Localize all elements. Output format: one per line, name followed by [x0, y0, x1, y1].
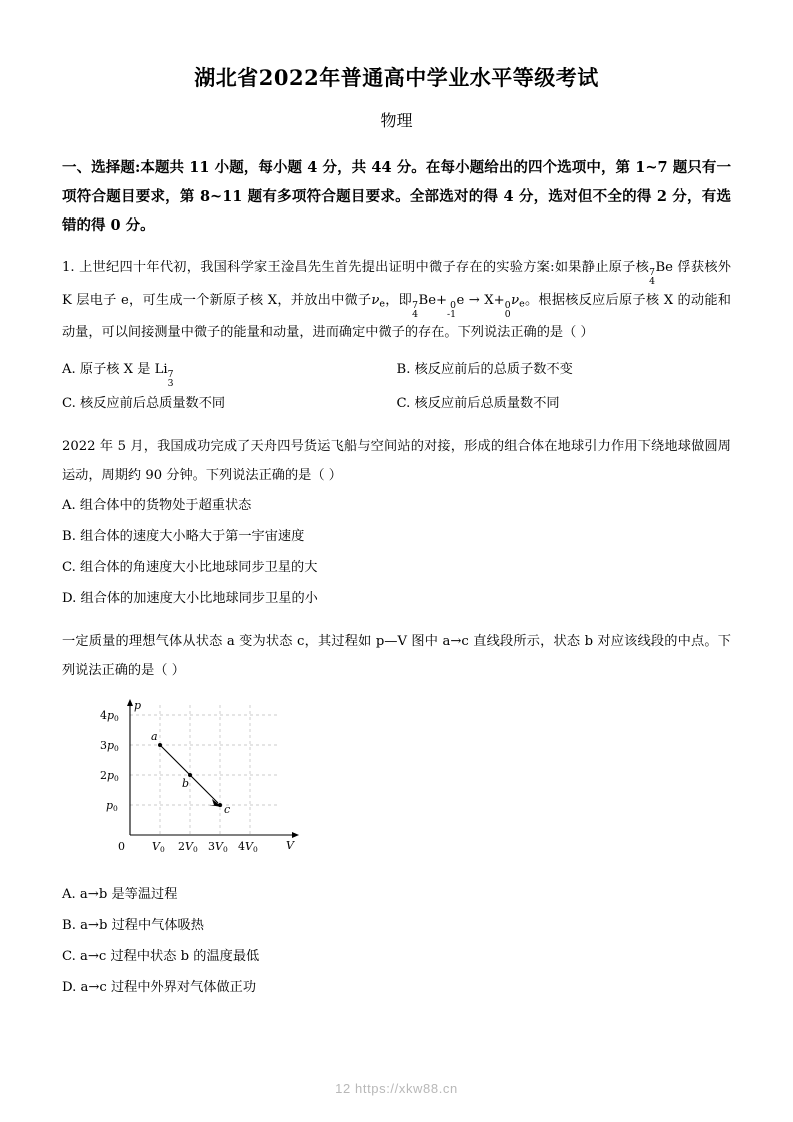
option-1-d[interactable]: C. 核反应前后总质量数不同 — [396, 396, 560, 412]
option-3-b[interactable]: B. a→b 过程中气体吸热 — [62, 918, 204, 934]
question-1-part-4: Be+ — [418, 292, 448, 308]
x-tick-4v0: 4V0 — [238, 840, 258, 855]
option-2-a[interactable]: A. 组合体中的货物处于超重状态 — [62, 498, 252, 514]
nuclide-electron — [447, 301, 456, 320]
option-1-b[interactable]: B. 核反应前后的总质子数不变 — [396, 361, 573, 377]
neutrino-symbol-2: ν — [511, 292, 520, 308]
electron-mass-number: 0 — [450, 299, 457, 311]
question-3-text: 一定质量的理想气体从状态 a 变为状态 c，其过程如 p—V 图中 a→c 直线段所示，状态 b 对应该线段的中点。下列说法正确的是（ ） — [62, 634, 731, 678]
option-2-c[interactable]: C. 组合体的角速度大小比地球同步卫星的大 — [62, 560, 318, 576]
y-tick-2p0: 2p0 — [100, 769, 119, 784]
question-1-text — [62, 260, 731, 340]
question-1-number: 1. — [62, 260, 75, 275]
question-1-part-5: e → X+ — [456, 292, 505, 308]
pv-diagram-svg — [90, 695, 350, 860]
subject-title: 物理 — [380, 111, 413, 130]
nuclide-be-atomic-number: 4 — [649, 276, 655, 288]
option-1-c[interactable]: C. 核反应前后总质量数不同 — [62, 396, 226, 412]
question-3-options — [62, 879, 731, 1003]
grid-lines — [130, 705, 280, 835]
x-tick-v0: V0 — [152, 840, 165, 855]
question-1-options — [62, 354, 731, 420]
neutrino-sub-2: e — [519, 298, 525, 310]
page-title: 湖北省2022年普通高中学业水平等级考试 — [194, 65, 599, 90]
neutrino-mass-number: 0 — [504, 299, 511, 311]
question-3 — [62, 628, 731, 1003]
point-label-a: a — [151, 730, 158, 744]
neutrino-symbol-1: ν — [371, 292, 380, 308]
option-3-a[interactable]: A. a→b 是等温过程 — [62, 887, 178, 903]
nuclide-li-7-3 — [168, 370, 174, 389]
option-3-c[interactable]: C. a→c 过程中状态 b 的温度最低 — [62, 949, 260, 965]
li-mass-number: 7 — [167, 368, 174, 380]
question-1-part-3: ，即 — [385, 292, 413, 308]
y-tick-p0: p0 — [106, 799, 118, 814]
watermark: 12 https://xkw88.cn — [335, 1081, 458, 1096]
nuclide-be2-mass-number: 7 — [412, 299, 418, 311]
nuclide-be-mass-number: 7 — [649, 266, 655, 278]
option-2-b[interactable]: B. 组合体的速度大小略大于第一宇宙速度 — [62, 529, 305, 545]
question-2-text: 2022 年 5 月，我国成功完成了天舟四号货运飞船与空间站的对接，形成的组合体在地球引力作用下绕地球做圆周运动，周期约 90 分钟。下列说法正确的是（ ） — [62, 439, 731, 483]
question-1-part-6: 。根据核反应后原子核 X 的动能和动量，可以间接测量中微子的能量和动量，进而确定中微子的存在。下列说法正确的是（ ） — [62, 292, 731, 341]
origin-label: 0 — [118, 840, 125, 854]
point-a-marker — [158, 743, 162, 747]
axis-label-v: V — [286, 839, 294, 853]
point-label-c: c — [224, 803, 231, 817]
axis-label-p: p — [134, 699, 142, 713]
y-axis-arrow — [127, 699, 133, 706]
option-1-a-label: A. 原子核 X 是 Li — [62, 361, 168, 377]
y-tick-4p0: 4p0 — [100, 709, 119, 724]
li-atomic-number: 3 — [167, 378, 174, 390]
point-label-b: b — [182, 777, 190, 791]
question-1 — [62, 254, 731, 419]
question-2-options — [62, 490, 731, 614]
electron-charge-number: -1 — [447, 308, 457, 320]
nuclide-be-7-4-eq — [412, 301, 418, 320]
x-tick-2v0: 2V0 — [178, 840, 198, 855]
y-tick-3p0: 3p0 — [100, 739, 119, 754]
option-2-d[interactable]: D. 组合体的加速度大小比地球同步卫星的小 — [62, 591, 318, 607]
nuclide-be2-atomic-number: 4 — [412, 308, 418, 320]
option-3-d[interactable]: D. a→c 过程中外界对气体做正功 — [62, 980, 257, 996]
question-1-part-1: 上世纪四十年代初，我国科学家王淦昌先生首先提出证明中微子存在的实验方案:如果静止原子核 — [79, 260, 650, 275]
nuclide-neutrino — [505, 301, 511, 320]
figure-pv-diagram — [90, 695, 731, 871]
neutrino-charge-number: 0 — [504, 308, 511, 320]
section-heading: 一、选择题:本题共 11 小题，每小题 4 分，共 44 分。在每小题给出的四个选项中，第 1~7 题只有一项符合题目要求，第 8~11 题有多项符合题目要求。全部选对的得 4 分，选对但不全的得 2 分，有选错的得 0 分。 — [62, 159, 731, 234]
neutrino-sub-1: e — [379, 298, 386, 310]
x-axis-arrow — [292, 832, 299, 838]
option-1-a[interactable] — [62, 354, 397, 389]
point-c-marker — [218, 803, 222, 807]
question-1-part-2: Be 俘获核外 K 层电子 e，可生成一个新原子核 X，并放出中微子 — [62, 260, 731, 308]
x-tick-3v0: 3V0 — [208, 840, 228, 855]
question-2 — [62, 433, 731, 614]
